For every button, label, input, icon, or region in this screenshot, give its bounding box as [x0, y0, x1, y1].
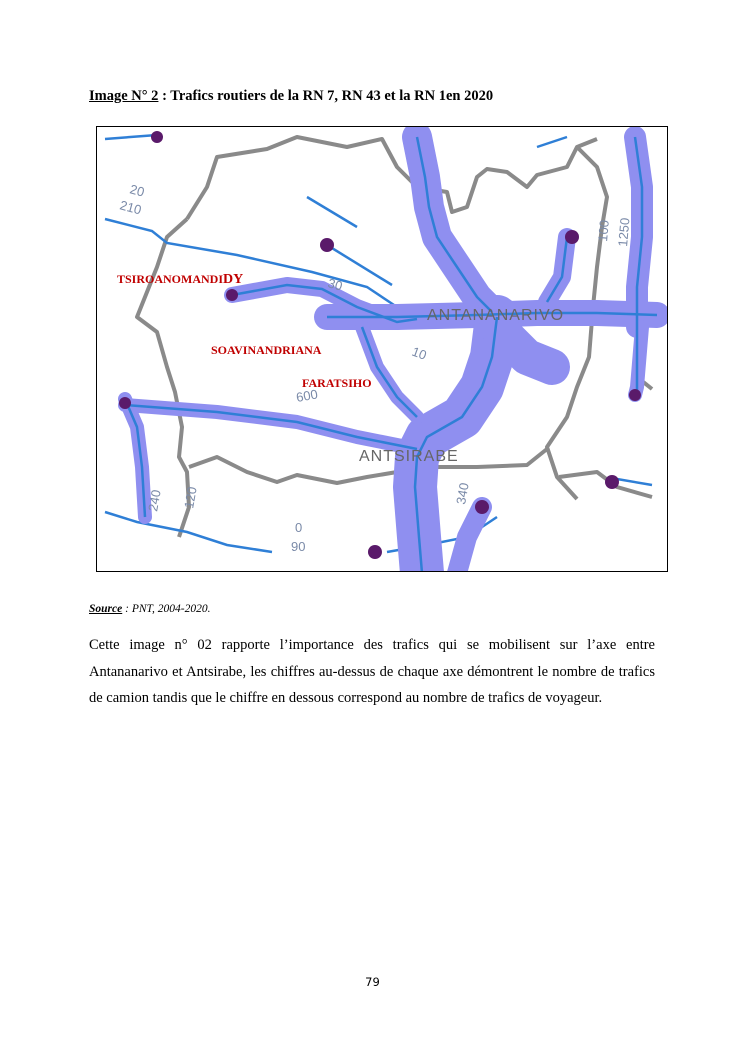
town-node	[368, 545, 382, 559]
traffic-number: 0	[295, 520, 303, 535]
town-node	[320, 238, 334, 252]
body-paragraph: Cette image n° 02 rapporte l’importance des trafics qui se mobilisent sur l’axe entre Antananarivo et Antsirabe, les chiffres au-dessus de chaque axe démontrent le nombre de trafics de camion tandis que le chiffre en dessous correspond au nombre de trafics de voyageur.	[89, 637, 655, 706]
town-node	[119, 397, 131, 409]
place-label-soavinandriana: SOAVINANDRIANA	[211, 343, 322, 357]
road-traffic-map	[97, 127, 668, 572]
traffic-number: 340	[453, 481, 472, 506]
city-label-antsirabe: ANTSIRABE	[359, 448, 459, 465]
town-node	[629, 389, 641, 401]
town-node	[226, 289, 238, 301]
traffic-number: 240	[145, 488, 164, 513]
map-figure	[96, 126, 668, 572]
traffic-number: 30	[326, 275, 345, 294]
city-label-antananarivo: ANTANANARIVO	[427, 307, 565, 324]
traffic-number: 20	[128, 181, 147, 200]
town-node	[151, 131, 163, 143]
town-node	[475, 500, 489, 514]
place-label-tsiroanomandidy-main: TSIROANOMANDI	[117, 272, 224, 286]
figure-caption	[89, 88, 493, 105]
source-text: : PNT, 2004-2020.	[122, 603, 211, 615]
figure-source	[89, 603, 211, 615]
caption-text: : Trafics routiers de la RN 7, RN 43 et la RN 1en 2020	[158, 88, 494, 104]
traffic-number: 1250	[615, 217, 633, 248]
town-node	[605, 475, 619, 489]
town-node	[565, 230, 579, 244]
traffic-number: 120	[181, 485, 200, 510]
traffic-number: 90	[291, 539, 306, 554]
traffic-number: 10	[409, 343, 429, 363]
source-label: Source	[89, 603, 123, 615]
traffic-number: 210	[118, 197, 144, 218]
place-label-faratsiho: FARATSIHO	[302, 376, 372, 390]
place-label-tsiroanomandidy	[117, 272, 243, 288]
traffic-number: 100	[595, 219, 612, 243]
traffic-number: 600	[294, 386, 319, 405]
caption-label: Image N° 2	[89, 88, 159, 104]
page-number: 79	[365, 975, 380, 989]
place-label-tsiroanomandidy-tail: DY	[223, 272, 244, 287]
